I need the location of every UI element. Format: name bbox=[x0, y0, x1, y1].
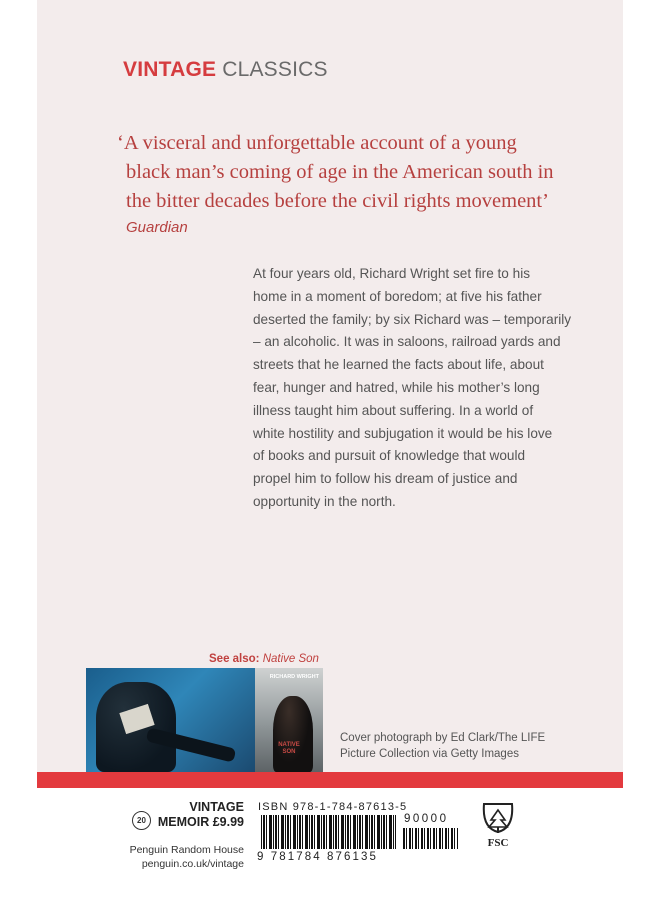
anniversary-badge-icon: 20 bbox=[132, 811, 151, 830]
isbn-text: ISBN 978-1-784-87613-5 bbox=[258, 801, 408, 813]
imprint-category: MEMOIR bbox=[157, 815, 210, 829]
see-also-label: See also: bbox=[209, 653, 260, 665]
thumbnail-figure bbox=[273, 696, 313, 772]
thumbnail-title-line: SON bbox=[282, 749, 296, 755]
book-blurb bbox=[253, 263, 598, 514]
blurb-line: streets that he learned the facts about life, about bbox=[253, 357, 544, 373]
brand-primary: VINTAGE bbox=[123, 58, 217, 81]
imprint-category-price bbox=[134, 815, 244, 830]
native-son-cover-thumbnail bbox=[255, 668, 323, 772]
red-band bbox=[37, 772, 623, 788]
fsc-label: FSC bbox=[487, 837, 509, 849]
photo-credit bbox=[340, 730, 580, 762]
ean-barcode bbox=[261, 815, 396, 849]
blurb-line: of books and pursuit of knowledge that would bbox=[253, 448, 526, 464]
blurb-line: deserted the family; by six Richard was – temporarily bbox=[253, 311, 572, 327]
imprint-price: £9.99 bbox=[212, 815, 244, 829]
brand-secondary: CLASSICS bbox=[222, 58, 328, 81]
price-code: 90000 bbox=[404, 813, 449, 825]
fsc-tree-icon bbox=[478, 800, 518, 850]
quote-line: black man’s coming of age in the American south in bbox=[126, 161, 554, 183]
book-back-cover bbox=[37, 0, 623, 904]
addon-barcode bbox=[403, 828, 458, 849]
quote-line: the bitter decades before the civil rights movement’ bbox=[126, 190, 549, 212]
see-also-title: Native Son bbox=[262, 653, 319, 665]
credit-line: Picture Collection via Getty Images bbox=[340, 748, 519, 760]
blurb-line: At four years old, Richard Wright set fire to his bbox=[253, 266, 531, 281]
publisher-website: penguin.co.uk/vintage bbox=[141, 858, 244, 870]
blurb-line: propel him to follow his dream of justice and bbox=[253, 471, 518, 487]
thumbnail-title-line: NATIVE bbox=[278, 742, 300, 748]
blurb-line: home in a moment of boredom; at five his father bbox=[253, 288, 542, 304]
see-also bbox=[209, 653, 319, 665]
blurb-line: white hostility and subjugation it would be his love bbox=[253, 425, 553, 441]
review-quote bbox=[117, 129, 587, 216]
blurb-line: fear, hunger and hatred, while his mother’s long bbox=[253, 379, 540, 395]
publisher-name: Penguin Random House bbox=[129, 844, 244, 856]
imprint-vintage: VINTAGE bbox=[189, 800, 244, 814]
blurb-line: illness taught him about suffering. In a world of bbox=[253, 402, 534, 418]
publisher-info bbox=[118, 843, 244, 871]
thumbnail-author: RICHARD WRIGHT bbox=[269, 674, 319, 680]
ean-digits: 9 781784 876135 bbox=[257, 851, 379, 863]
quote-line: ‘A visceral and unforgettable account of a young bbox=[117, 132, 517, 154]
cover-photograph bbox=[86, 668, 255, 772]
blurb-line: – an alcoholic. It was in saloons, railroad yards and bbox=[253, 334, 561, 350]
thumbnail-title bbox=[255, 742, 323, 756]
credit-line: Cover photograph by Ed Clark/The LIFE bbox=[340, 732, 546, 744]
blurb-line: opportunity in the north. bbox=[253, 493, 396, 509]
quote-source: Guardian bbox=[126, 219, 188, 236]
imprint-block bbox=[134, 800, 244, 830]
fsc-logo-icon bbox=[478, 800, 518, 850]
series-brand bbox=[123, 58, 328, 82]
